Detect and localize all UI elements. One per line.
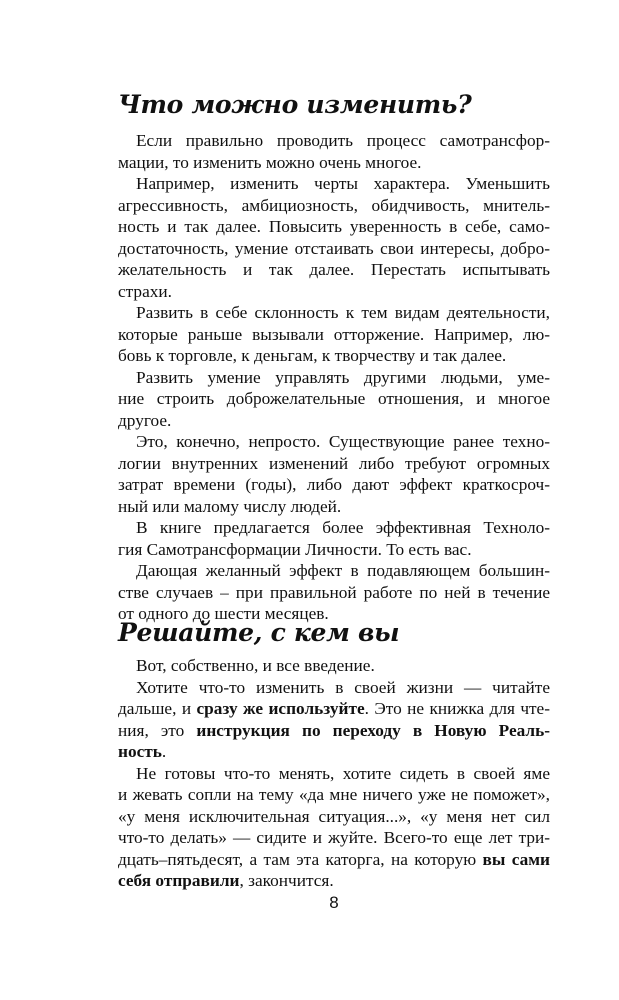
- text-line: и жевать сопли на тему «да мне ничего уже не поможет»,: [118, 785, 550, 804]
- text-line: гия Самотрансформации Личности. То есть вас.: [118, 539, 472, 559]
- paragraph-not-ready: [118, 763, 550, 892]
- text-line: ный или малому числу людей.: [118, 496, 342, 516]
- text-run: . Это не книжка для чте-: [364, 699, 550, 718]
- text-line: ние строить доброжелательные отношения, и многое: [118, 389, 550, 408]
- text-line: мации, то изменить можно очень многое.: [118, 152, 422, 172]
- text-line: что-то делать» — сидите и жуйте. Всего-то еще лет три-: [118, 828, 550, 847]
- bold-text-run: себя отправили: [118, 871, 240, 890]
- text-line: агрессивность, амбициозность, обидчивость, мнитель-: [118, 195, 550, 215]
- text-line: логии внутренних изменений либо требуют огромных: [118, 453, 550, 473]
- text-line: Дающая желанный эффект в подавляющем большин-: [136, 561, 550, 580]
- page-number: 8: [329, 893, 339, 912]
- paragraph-activities: [118, 302, 550, 367]
- bold-text-run: вы сами: [482, 849, 550, 869]
- paragraph-effect: [118, 560, 550, 625]
- book-page: [118, 0, 550, 1000]
- bold-text-run: инструкция по переходу в Новую Реаль-: [196, 720, 551, 740]
- text-line: затрат времени (годы), либо дают эффект краткосроч-: [118, 475, 550, 494]
- bold-text-run: сразу же используйте: [196, 699, 365, 718]
- section-heading-what-can-change: Что можно изменить?: [118, 90, 472, 119]
- text-line: [118, 741, 550, 763]
- text-line: которые раньше вызывали отторжение. Например, лю-: [118, 324, 550, 344]
- text-line: В книге предлагается более эффективная Техноло-: [136, 518, 550, 537]
- paragraph-technology: [118, 517, 550, 560]
- text-line: «у меня исключительная ситуация...», «у меня нет сил: [118, 806, 550, 826]
- text-run: ния, это: [118, 720, 197, 740]
- paragraph-difficulty: [118, 431, 550, 517]
- paragraph-intro: [118, 130, 550, 173]
- text-line: страхи.: [118, 281, 172, 301]
- section-body-decide: [118, 655, 550, 892]
- text-line: желательность и так далее. Перестать испытывать: [118, 260, 550, 279]
- text-line: стве случаев – при правильной работе по ней в течение: [118, 582, 550, 602]
- bold-text-run: ность: [118, 742, 162, 761]
- paragraph-character-traits: [118, 173, 550, 302]
- text-line: [118, 720, 550, 742]
- text-line: бовь к торговле, к деньгам, к творчеству и так далее.: [118, 346, 507, 365]
- text-run: , закончится.: [239, 871, 334, 890]
- text-line: Развить умение управлять другими людьми, уме-: [136, 367, 550, 387]
- text-line: Развить в себе склонность к тем видам деятельности,: [136, 303, 550, 322]
- text-line: [118, 870, 550, 892]
- text-line: ность и так далее. Повысить уверенность в себе, само-: [118, 217, 550, 236]
- section-body-what-can-change: [118, 130, 550, 625]
- text-line: другое.: [118, 410, 172, 430]
- text-line: Не готовы что-то менять, хотите сидеть в своей яме: [136, 763, 550, 783]
- paragraph-want-change: [118, 677, 550, 763]
- text-line: Это, конечно, непросто. Существующие ранее техно-: [136, 432, 550, 451]
- section-heading-decide: Решайте, с кем вы: [118, 618, 400, 647]
- text-line: от одного до шести месяцев.: [118, 604, 329, 623]
- text-line: Например, изменить черты характера. Уменьшить: [136, 174, 550, 193]
- text-line: Если правильно проводить процесс самотрансфор-: [136, 131, 550, 150]
- text-line: [118, 849, 550, 871]
- paragraph-introduction-end: [118, 655, 550, 677]
- text-line: достаточность, умение отстаивать свои интересы, добро-: [118, 238, 550, 258]
- text-line: Вот, собственно, и все введение.: [136, 656, 375, 675]
- text-line: Хотите что-то изменить в своей жизни — читайте: [136, 677, 550, 697]
- text-run: .: [161, 742, 167, 761]
- paragraph-management: [118, 367, 550, 432]
- text-run: дцать–пятьдесят, а там эта каторга, на которую: [118, 849, 483, 869]
- text-run: дальше, и: [118, 699, 197, 718]
- text-line: [118, 698, 550, 720]
